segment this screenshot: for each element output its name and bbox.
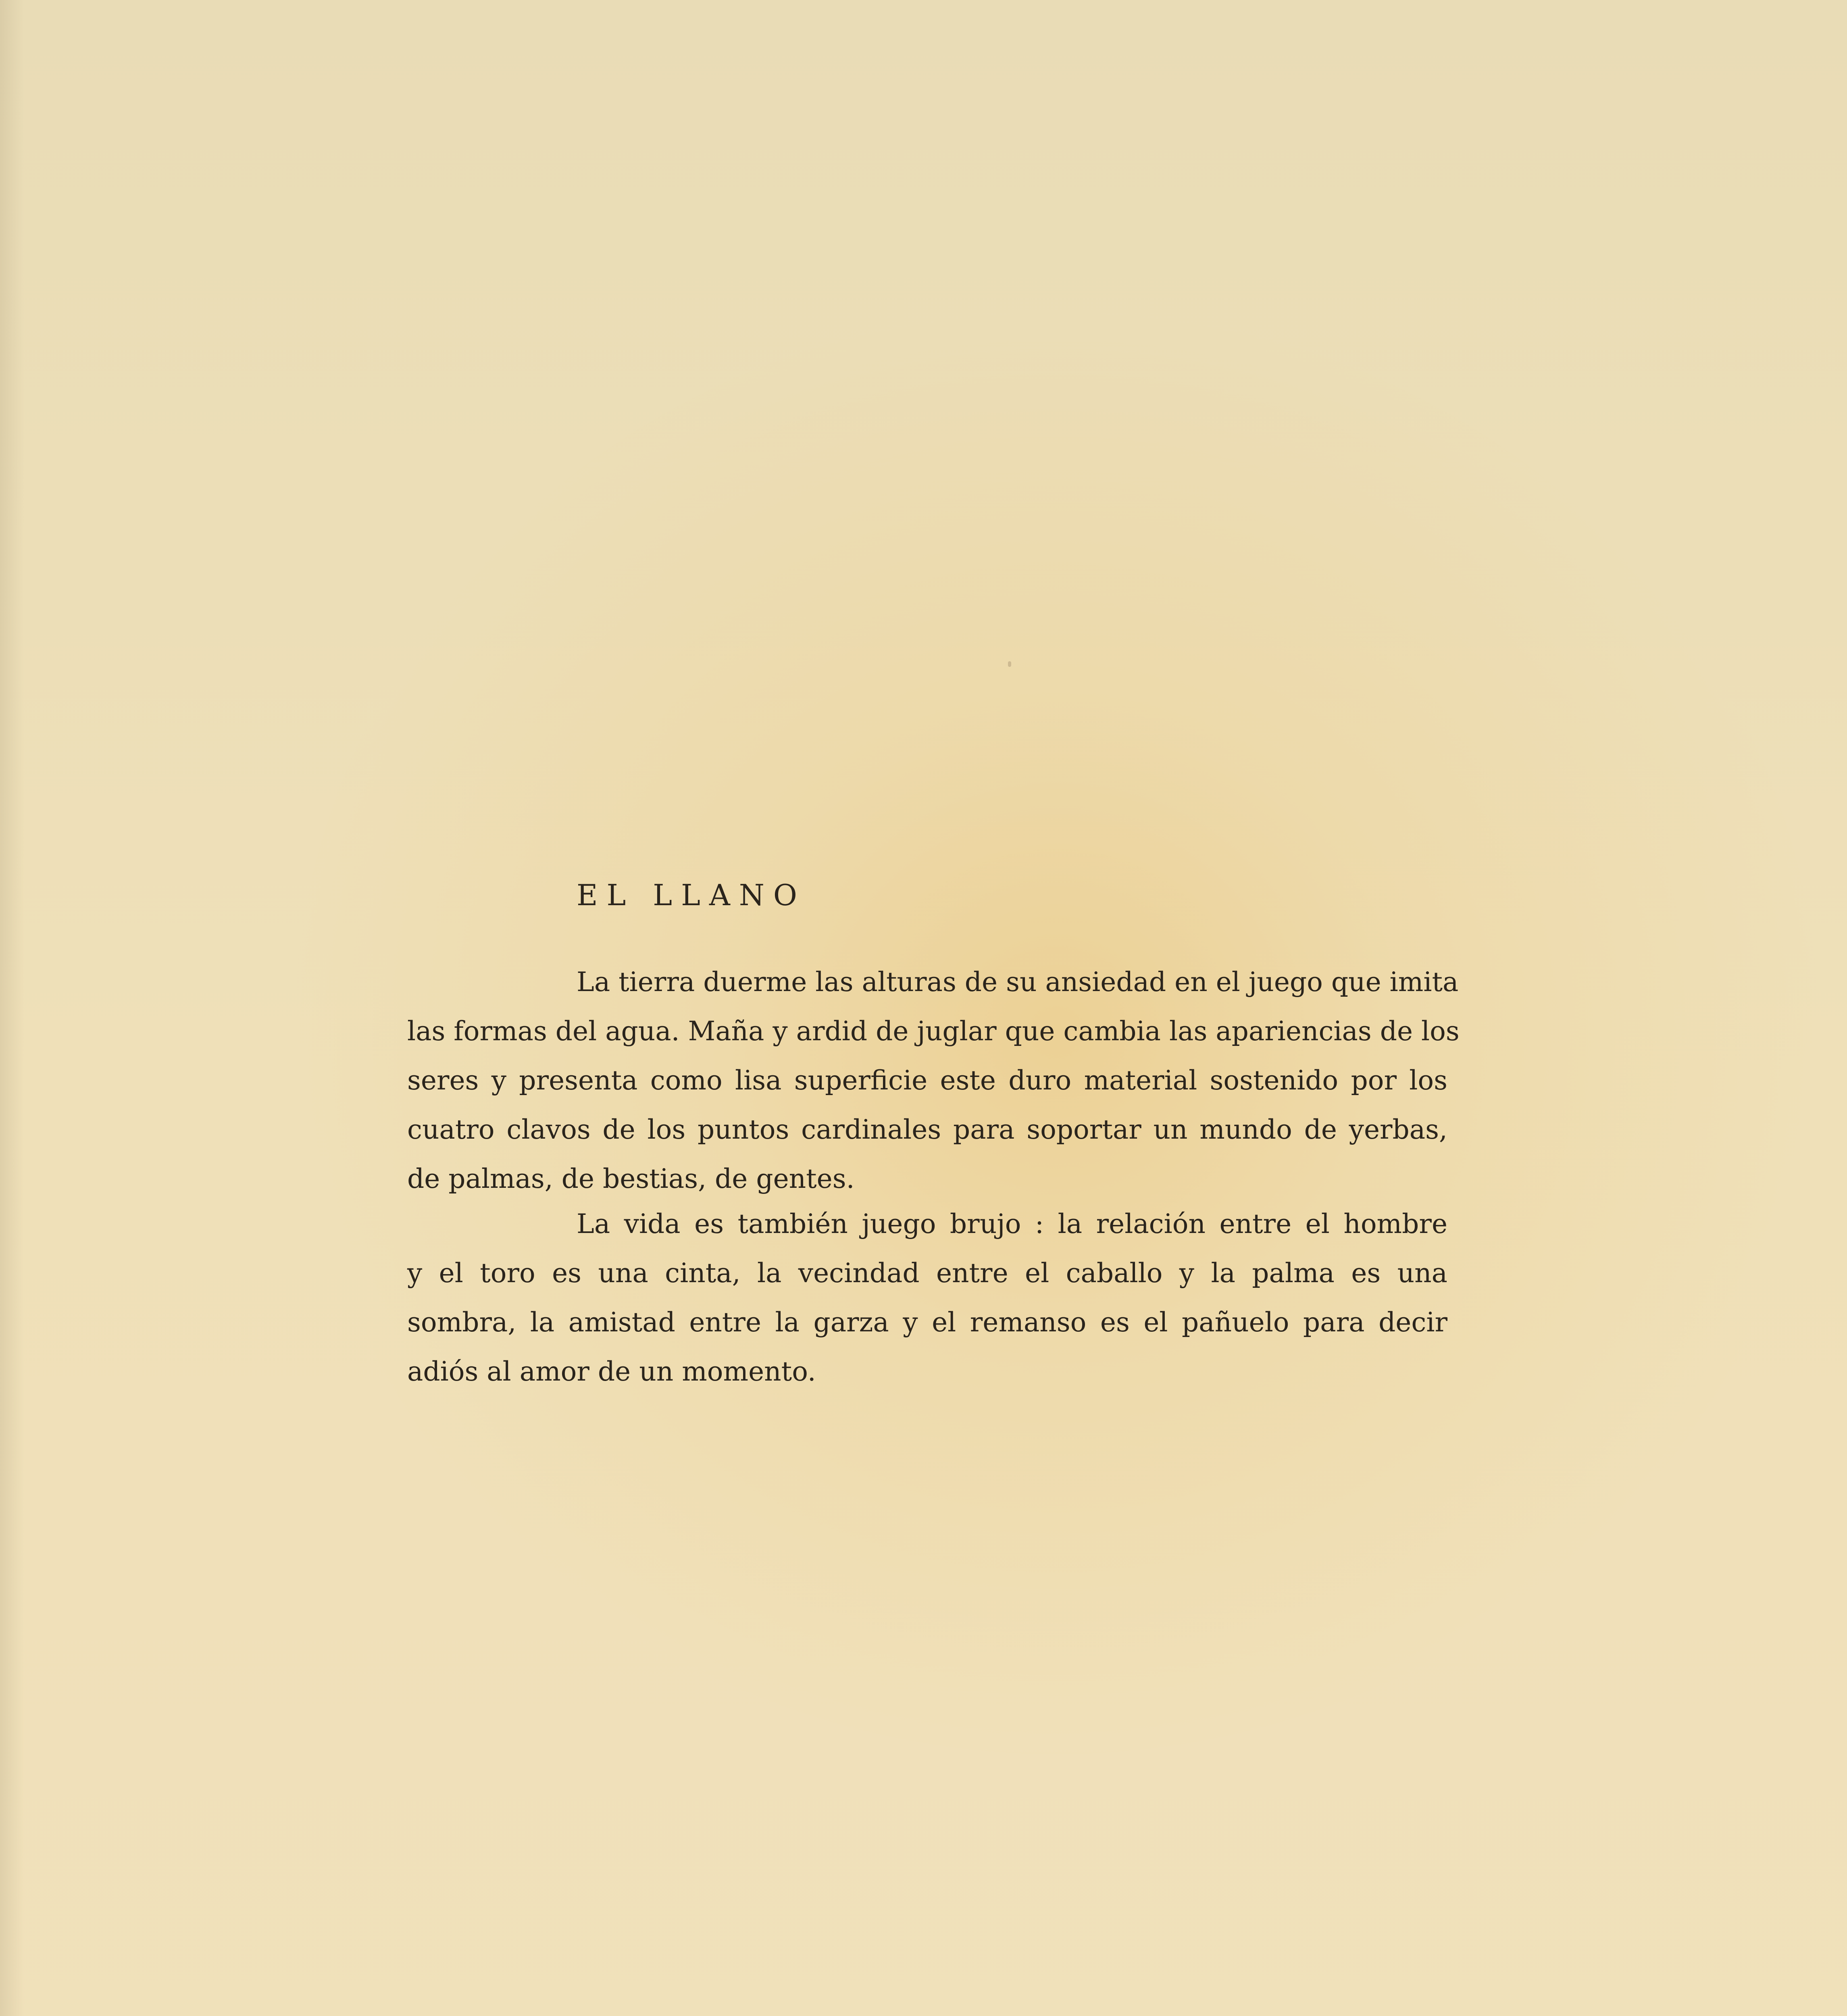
text-line: de palmas, de bestias, de gentes. — [407, 1163, 855, 1194]
text-line: sombra, la amistad entre la garza y el remanso es el pañuelo para decir — [407, 1307, 1447, 1338]
text-line: y el toro es una cinta, la vecindad entre el caballo y la palma es una — [407, 1258, 1447, 1289]
page-title: EL LLANO — [577, 878, 806, 912]
text-line: las formas del agua. Maña y ardid de juglar que cambia las apariencias de los — [407, 1016, 1460, 1047]
paper-speck — [1008, 661, 1011, 667]
text-line: La vida es también juego brujo : la relación entre el hombre — [577, 1208, 1447, 1239]
paragraph-1 — [407, 958, 1460, 1204]
text-line: La tierra duerme las alturas de su ansiedad en el juego que imita — [577, 966, 1459, 998]
paragraph-2 — [407, 1200, 1447, 1396]
text-line: adiós al amor de un momento. — [407, 1356, 816, 1387]
text-line: seres y presenta como lisa superficie este duro material sostenido por los — [407, 1065, 1447, 1096]
paper-edge-shadow — [0, 0, 24, 2016]
text-line: cuatro clavos de los puntos cardinales para soportar un mundo de yerbas, — [407, 1114, 1447, 1145]
